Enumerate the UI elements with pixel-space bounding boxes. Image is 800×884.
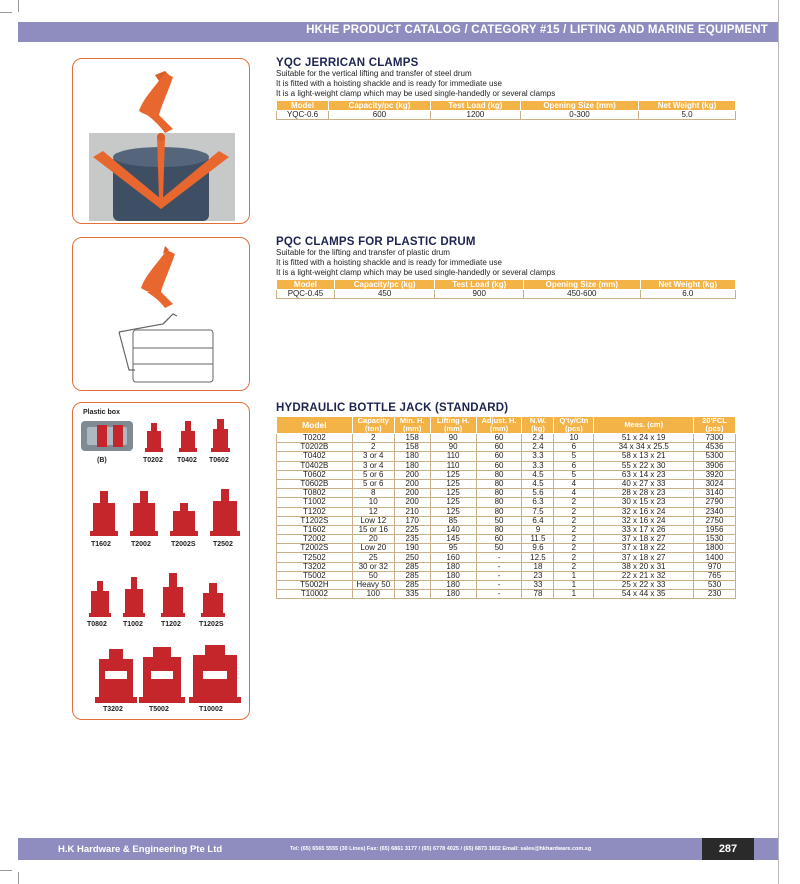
column-header: Net Weight (kg) — [640, 280, 735, 290]
table-cell: 63 x 14 x 23 — [594, 470, 694, 479]
table-cell: 225 — [394, 525, 430, 534]
table-cell: 7300 — [694, 434, 736, 443]
plastic-box-label: Plastic box — [83, 409, 120, 416]
table-cell: 60 — [476, 434, 522, 443]
table-cell: 4.5 — [522, 470, 554, 479]
jack-product-panel — [72, 402, 250, 720]
table-cell: 51 x 24 x 19 — [594, 434, 694, 443]
table-cell: T0402 — [277, 452, 353, 461]
table-cell: 30 x 15 x 23 — [594, 498, 694, 507]
table-cell: 335 — [394, 590, 430, 599]
table-cell: 60 — [476, 452, 522, 461]
column-header: Model — [277, 280, 335, 290]
table-cell: 2 — [352, 443, 394, 452]
table-cell: 2 — [554, 507, 594, 516]
table-cell: 80 — [476, 470, 522, 479]
column-header: Test Load (kg) — [435, 280, 524, 290]
table-cell: 80 — [476, 507, 522, 516]
table-cell: 12.5 — [522, 553, 554, 562]
table-cell: 970 — [694, 562, 736, 571]
jack-label: T1002 — [123, 621, 143, 628]
table-cell: 450 — [334, 290, 434, 299]
table-cell: 7.5 — [522, 507, 554, 516]
table-row — [277, 553, 736, 562]
table-cell: 1800 — [694, 544, 736, 553]
table-cell: 32 x 16 x 24 — [594, 507, 694, 516]
table-cell: 25 x 22 x 33 — [594, 581, 694, 590]
table-cell: T0402B — [277, 461, 353, 470]
table-cell: 10 — [352, 498, 394, 507]
jack-label: T0402 — [177, 457, 197, 464]
table-cell: 3 or 4 — [352, 452, 394, 461]
column-header: Adjust. H. (mm) — [476, 417, 522, 434]
table-cell: 55 x 22 x 30 — [594, 461, 694, 470]
table-cell: 4.5 — [522, 479, 554, 488]
table-cell: 158 — [394, 443, 430, 452]
table-cell: 170 — [394, 516, 430, 525]
table-cell: 1 — [554, 571, 594, 580]
table-cell: 95 — [430, 544, 476, 553]
pqc-spec-table — [276, 279, 736, 299]
table-cell: 110 — [430, 452, 476, 461]
table-cell: 9 — [522, 525, 554, 534]
footer-contact-info: Tel: (65) 6565 5555 (30 Lines) Fax: (65) 6861 3177 / (65) 6778 4025 / (65) 6873 1602 Email: sales@hkhardware.com.sg — [290, 846, 592, 852]
table-cell: PQC-0.45 — [277, 290, 335, 299]
table-cell: 6.3 — [522, 498, 554, 507]
table-cell: 40 x 27 x 33 — [594, 479, 694, 488]
table-cell: 2 — [554, 525, 594, 534]
jack-label: T2502 — [213, 541, 233, 548]
table-cell: 8 — [352, 489, 394, 498]
table-cell: 4 — [554, 489, 594, 498]
table-cell: 285 — [394, 571, 430, 580]
yqc-desc-line: Suitable for the vertical lifting and transfer of steel drum — [276, 69, 472, 78]
crop-mark — [18, 0, 19, 12]
table-cell: 50 — [352, 571, 394, 580]
table-row — [277, 489, 736, 498]
table-cell: 2.4 — [522, 443, 554, 452]
table-cell: 33 x 17 x 26 — [594, 525, 694, 534]
table-cell: 2 — [554, 535, 594, 544]
table-cell: Heavy 50 — [352, 581, 394, 590]
table-cell: 3.3 — [522, 452, 554, 461]
table-cell: 34 x 34 x 25.5 — [594, 443, 694, 452]
table-cell: 200 — [394, 479, 430, 488]
table-cell: 3.3 — [522, 461, 554, 470]
jack-label: T2002 — [131, 541, 151, 548]
yqc-desc-line: It is fitted with a hoisting shackle and is ready for immediate use — [276, 79, 502, 88]
table-cell: 2 — [554, 544, 594, 553]
table-cell: Low 20 — [352, 544, 394, 553]
table-cell: - — [476, 553, 522, 562]
table-cell: 3906 — [694, 461, 736, 470]
table-cell: 2 — [554, 562, 594, 571]
table-cell: Low 12 — [352, 516, 394, 525]
table-cell: 250 — [394, 553, 430, 562]
table-cell: 3920 — [694, 470, 736, 479]
table-cell: 80 — [476, 498, 522, 507]
table-cell: 140 — [430, 525, 476, 534]
jack-label: T0602 — [209, 457, 229, 464]
table-cell: 180 — [394, 452, 430, 461]
table-cell: T5002 — [277, 571, 353, 580]
table-cell: 200 — [394, 470, 430, 479]
table-cell: T0802 — [277, 489, 353, 498]
column-header: Model — [277, 417, 353, 434]
table-cell: 110 — [430, 461, 476, 470]
jack-label: T2002S — [171, 541, 196, 548]
table-row — [277, 562, 736, 571]
table-row — [277, 479, 736, 488]
table-cell: 60 — [476, 535, 522, 544]
table-cell: 3 or 4 — [352, 461, 394, 470]
column-header: Capacity/pc (kg) — [329, 101, 431, 111]
yqc-section — [276, 57, 736, 120]
jack-label: T1202 — [161, 621, 181, 628]
table-cell: T1602 — [277, 525, 353, 534]
jack-label: T1602 — [91, 541, 111, 548]
table-cell: 1400 — [694, 553, 736, 562]
table-row — [277, 535, 736, 544]
table-cell: 28 x 28 x 23 — [594, 489, 694, 498]
yqc-title: YQC JERRICAN CLAMPS — [276, 57, 419, 69]
column-header: Model — [277, 101, 329, 111]
jack-label: T10002 — [199, 706, 223, 713]
pqc-desc-line: It is a light-weight clamp which may be used single-handedly or several clamps — [276, 268, 556, 277]
jack-label: T0202 — [143, 457, 163, 464]
table-cell: 15 or 16 — [352, 525, 394, 534]
column-header: Lifting H. (mm) — [430, 417, 476, 434]
table-cell: 1956 — [694, 525, 736, 534]
page-edge-rule — [778, 0, 779, 884]
table-cell: 4 — [554, 479, 594, 488]
table-cell: 80 — [476, 525, 522, 534]
table-cell: 22 x 21 x 32 — [594, 571, 694, 580]
pqc-clamp-illustration — [73, 238, 250, 391]
table-cell: 30 or 32 — [352, 562, 394, 571]
jack-label: T3202 — [103, 706, 123, 713]
catalog-header-title: HKHE PRODUCT CATALOG / CATEGORY #15 / LIFTING AND MARINE EQUIPMENT — [306, 24, 768, 36]
column-header: Opening Size (mm) — [520, 101, 638, 111]
table-cell: 2 — [554, 553, 594, 562]
table-row — [277, 544, 736, 553]
jack-section — [276, 402, 736, 599]
table-cell: 5 — [554, 470, 594, 479]
table-cell: 4536 — [694, 443, 736, 452]
table-cell: 90 — [430, 443, 476, 452]
column-header: 20'FCL (pcs) — [694, 417, 736, 434]
table-cell: T1002 — [277, 498, 353, 507]
table-cell: 37 x 18 x 27 — [594, 535, 694, 544]
table-cell: T0202B — [277, 443, 353, 452]
table-cell: 3024 — [694, 479, 736, 488]
table-cell: 285 — [394, 562, 430, 571]
table-cell: - — [476, 590, 522, 599]
table-row — [277, 507, 736, 516]
table-cell: 2.4 — [522, 434, 554, 443]
table-row — [277, 443, 736, 452]
table-cell: 18 — [522, 562, 554, 571]
table-cell: 32 x 16 x 24 — [594, 516, 694, 525]
yqc-product-panel — [72, 58, 250, 224]
table-cell: T2502 — [277, 553, 353, 562]
table-cell: 200 — [394, 489, 430, 498]
jack-label: T5002 — [149, 706, 169, 713]
jack-title: HYDRAULIC BOTTLE JACK (STANDARD) — [276, 402, 509, 414]
table-cell: 37 x 18 x 22 — [594, 544, 694, 553]
column-header: Q'ty/Ctn (pcs) — [554, 417, 594, 434]
table-row — [277, 571, 736, 580]
table-cell: 60 — [476, 443, 522, 452]
table-cell: 5 or 6 — [352, 479, 394, 488]
table-cell: 6 — [554, 461, 594, 470]
table-cell: 3140 — [694, 489, 736, 498]
pqc-title: PQC CLAMPS FOR PLASTIC DRUM — [276, 236, 476, 248]
footer-company-name: H.K Hardware & Engineering Pte Ltd — [58, 844, 223, 855]
jack-label: T1202S — [199, 621, 224, 628]
table-cell: 125 — [430, 498, 476, 507]
column-header: Opening Size (mm) — [524, 280, 640, 290]
table-cell: 2340 — [694, 507, 736, 516]
pqc-desc-line: It is fitted with a hoisting shackle and is ready for immediate use — [276, 258, 502, 267]
table-cell: 50 — [476, 516, 522, 525]
table-cell: 5.0 — [639, 111, 736, 120]
table-cell: 200 — [394, 498, 430, 507]
jack-label: T0802 — [87, 621, 107, 628]
table-cell: 5 or 6 — [352, 470, 394, 479]
table-cell: 210 — [394, 507, 430, 516]
table-cell: 10 — [554, 434, 594, 443]
table-cell: 5300 — [694, 452, 736, 461]
table-row — [277, 461, 736, 470]
table-row — [277, 590, 736, 599]
table-cell: 180 — [394, 461, 430, 470]
table-cell: 23 — [522, 571, 554, 580]
table-cell: 900 — [435, 290, 524, 299]
table-cell: 2 — [352, 434, 394, 443]
column-header: Net Weight (kg) — [639, 101, 736, 111]
table-cell: 9.6 — [522, 544, 554, 553]
table-cell: 100 — [352, 590, 394, 599]
table-cell: 0-300 — [520, 111, 638, 120]
column-header: Capacity (ton) — [352, 417, 394, 434]
table-row — [277, 452, 736, 461]
pqc-section — [276, 236, 736, 299]
table-cell: 125 — [430, 470, 476, 479]
table-cell: 160 — [430, 553, 476, 562]
bottle-jacks-illustration — [73, 403, 250, 720]
table-row — [277, 525, 736, 534]
table-cell: 2 — [554, 498, 594, 507]
table-cell: 180 — [430, 571, 476, 580]
table-cell: 1200 — [430, 111, 520, 120]
table-cell: 78 — [522, 590, 554, 599]
yqc-spec-table — [276, 100, 736, 120]
table-cell: 230 — [694, 590, 736, 599]
table-cell: 33 — [522, 581, 554, 590]
jack-spec-table — [276, 416, 736, 599]
table-cell: 600 — [329, 111, 431, 120]
table-cell: 5 — [554, 452, 594, 461]
table-cell: 2 — [554, 516, 594, 525]
table-cell: 765 — [694, 571, 736, 580]
table-cell: 450-600 — [524, 290, 640, 299]
table-cell: 1 — [554, 590, 594, 599]
jack-label: (B) — [97, 457, 107, 464]
table-cell: T1202 — [277, 507, 353, 516]
table-cell: 37 x 18 x 27 — [594, 553, 694, 562]
table-cell: T1202S — [277, 516, 353, 525]
table-cell: 38 x 20 x 31 — [594, 562, 694, 571]
table-row — [277, 470, 736, 479]
table-row — [277, 111, 736, 120]
table-cell: 158 — [394, 434, 430, 443]
column-header: Min. H. (mm) — [394, 417, 430, 434]
table-cell: - — [476, 581, 522, 590]
table-cell: 80 — [476, 489, 522, 498]
table-cell: 145 — [430, 535, 476, 544]
column-header: N.W. (kg) — [522, 417, 554, 434]
table-cell: 190 — [394, 544, 430, 553]
table-cell: 5.6 — [522, 489, 554, 498]
table-cell: 180 — [430, 590, 476, 599]
table-cell: 6.0 — [640, 290, 735, 299]
table-cell: 125 — [430, 507, 476, 516]
table-cell: - — [476, 571, 522, 580]
table-cell: 125 — [430, 479, 476, 488]
page-number: 287 — [702, 838, 754, 860]
table-cell: 180 — [430, 581, 476, 590]
table-row — [277, 290, 736, 299]
table-cell: 25 — [352, 553, 394, 562]
footer-bar — [18, 838, 778, 860]
table-cell: 50 — [476, 544, 522, 553]
crop-mark — [18, 872, 19, 884]
table-cell: T0602 — [277, 470, 353, 479]
table-cell: T2002S — [277, 544, 353, 553]
table-cell: 2790 — [694, 498, 736, 507]
table-cell: 58 x 13 x 21 — [594, 452, 694, 461]
yqc-clamp-illustration — [73, 59, 250, 224]
table-cell: T5002H — [277, 581, 353, 590]
pqc-desc-line: Suitable for the lifting and transfer of plastic drum — [276, 248, 450, 257]
table-cell: 2750 — [694, 516, 736, 525]
table-cell: 12 — [352, 507, 394, 516]
table-cell: 85 — [430, 516, 476, 525]
table-row — [277, 581, 736, 590]
table-cell: T10002 — [277, 590, 353, 599]
table-cell: 80 — [476, 479, 522, 488]
table-cell: T0202 — [277, 434, 353, 443]
table-cell: 54 x 44 x 35 — [594, 590, 694, 599]
table-cell: 180 — [430, 562, 476, 571]
table-cell: T2002 — [277, 535, 353, 544]
table-cell: 90 — [430, 434, 476, 443]
column-header: Capacity/pc (kg) — [334, 280, 434, 290]
table-cell: 125 — [430, 489, 476, 498]
column-header: Meas. (cm) — [594, 417, 694, 434]
crop-mark — [0, 870, 12, 871]
crop-mark — [0, 12, 12, 13]
table-cell: 6.4 — [522, 516, 554, 525]
yqc-desc-line: It is a light-weight clamp which may be used single-handedly or several clamps — [276, 89, 556, 98]
table-cell: 20 — [352, 535, 394, 544]
table-cell: 1530 — [694, 535, 736, 544]
catalog-header-bar — [18, 22, 778, 42]
table-cell: 530 — [694, 581, 736, 590]
table-row — [277, 498, 736, 507]
table-cell: 60 — [476, 461, 522, 470]
table-cell: 6 — [554, 443, 594, 452]
table-cell: YQC-0.6 — [277, 111, 329, 120]
column-header: Test Load (kg) — [430, 101, 520, 111]
table-cell: T3202 — [277, 562, 353, 571]
table-cell: T0602B — [277, 479, 353, 488]
table-cell: 11.5 — [522, 535, 554, 544]
table-cell: 1 — [554, 581, 594, 590]
table-cell: - — [476, 562, 522, 571]
table-cell: 235 — [394, 535, 430, 544]
table-row — [277, 516, 736, 525]
table-cell: 285 — [394, 581, 430, 590]
pqc-product-panel — [72, 237, 250, 391]
